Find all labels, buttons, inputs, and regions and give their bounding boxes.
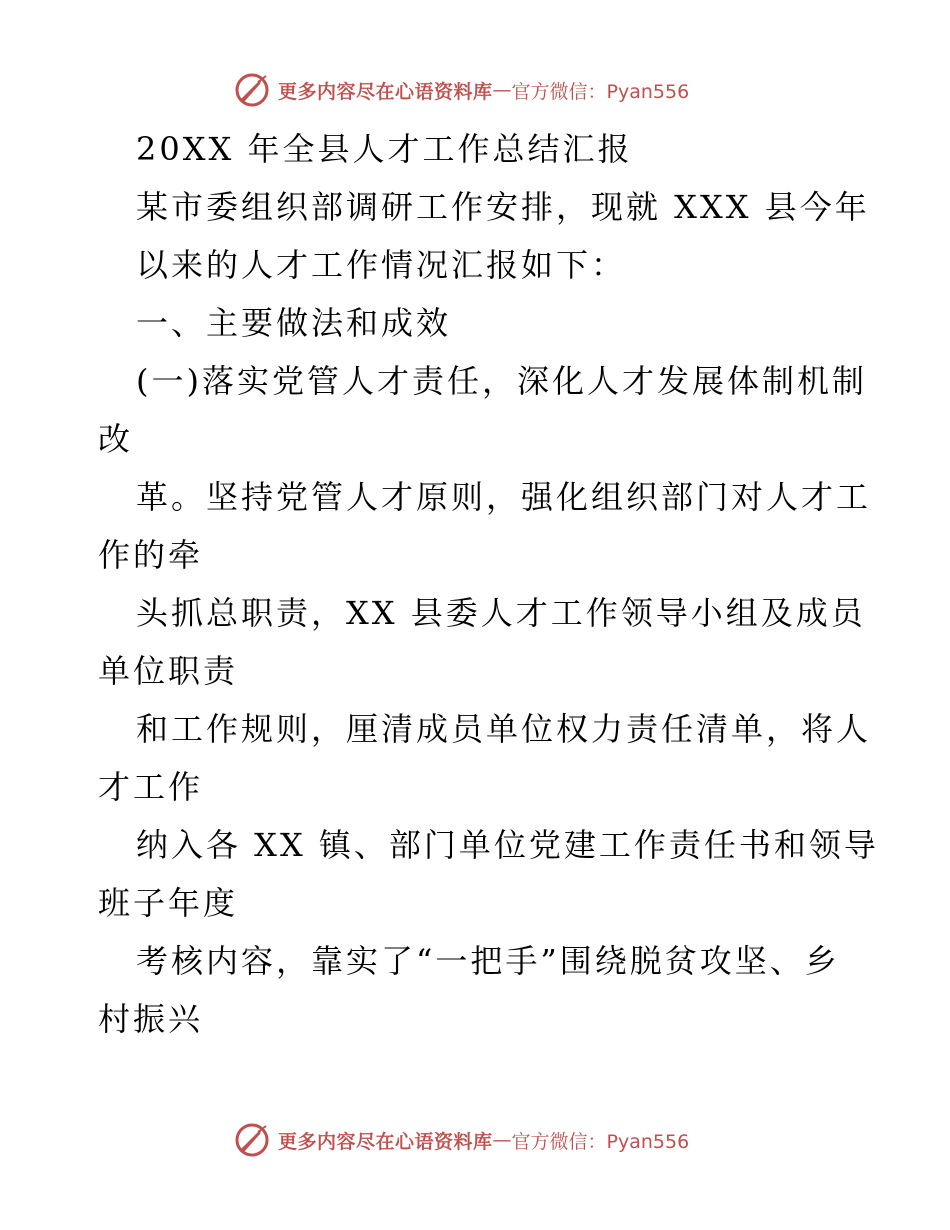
header-watermark	[232, 70, 689, 110]
watermark-text: 更多内容尽在心语资料库	[278, 1130, 493, 1153]
paragraph-line: 班子年度	[98, 884, 239, 922]
watermark-contact: 官方微信：Pyan556	[511, 80, 690, 103]
paragraph-line: 以来的人才工作情况汇报如下：	[136, 246, 627, 284]
paragraph-line: 单位职责	[98, 652, 239, 690]
watermark-text: 更多内容尽在心语资料库	[278, 80, 493, 103]
paragraph-line: 作的牵	[98, 536, 204, 574]
footer-watermark	[232, 1120, 689, 1160]
paragraph-line: 某市委组织部调研工作安排，现就 XXX 县今年	[136, 188, 870, 226]
document-title: 20XX 年全县人才工作总结汇报	[136, 130, 633, 168]
quill-pen-icon	[232, 70, 272, 110]
paragraph-line: 革。坚持党管人才原则，强化组织部门对人才工	[136, 478, 872, 516]
watermark-contact: 官方微信：Pyan556	[511, 1130, 690, 1153]
document-body	[98, 120, 879, 1048]
section-heading: 一、主要做法和成效	[136, 304, 452, 342]
watermark-dash: —	[492, 79, 512, 101]
paragraph-line: 头抓总职责，XX 县委人才工作领导小组及成员	[136, 594, 866, 632]
paragraph-line: 和工作规则，厘清成员单位权力责任清单，将人	[136, 710, 872, 748]
paragraph-line: 考核内容，靠实了“一把手”围绕脱贫攻坚、乡	[136, 942, 840, 980]
paragraph-line: 村振兴	[98, 1000, 204, 1038]
subsection-heading: (一)落实党管人才责任，深化人才发展体制机制	[136, 362, 867, 400]
watermark-dash: —	[492, 1129, 512, 1151]
quill-pen-icon	[232, 1120, 272, 1160]
paragraph-line: 改	[98, 420, 134, 458]
paragraph-line: 纳入各 XX 镇、部门单位党建工作责任书和领导	[136, 826, 879, 864]
paragraph-line: 才工作	[98, 768, 204, 806]
